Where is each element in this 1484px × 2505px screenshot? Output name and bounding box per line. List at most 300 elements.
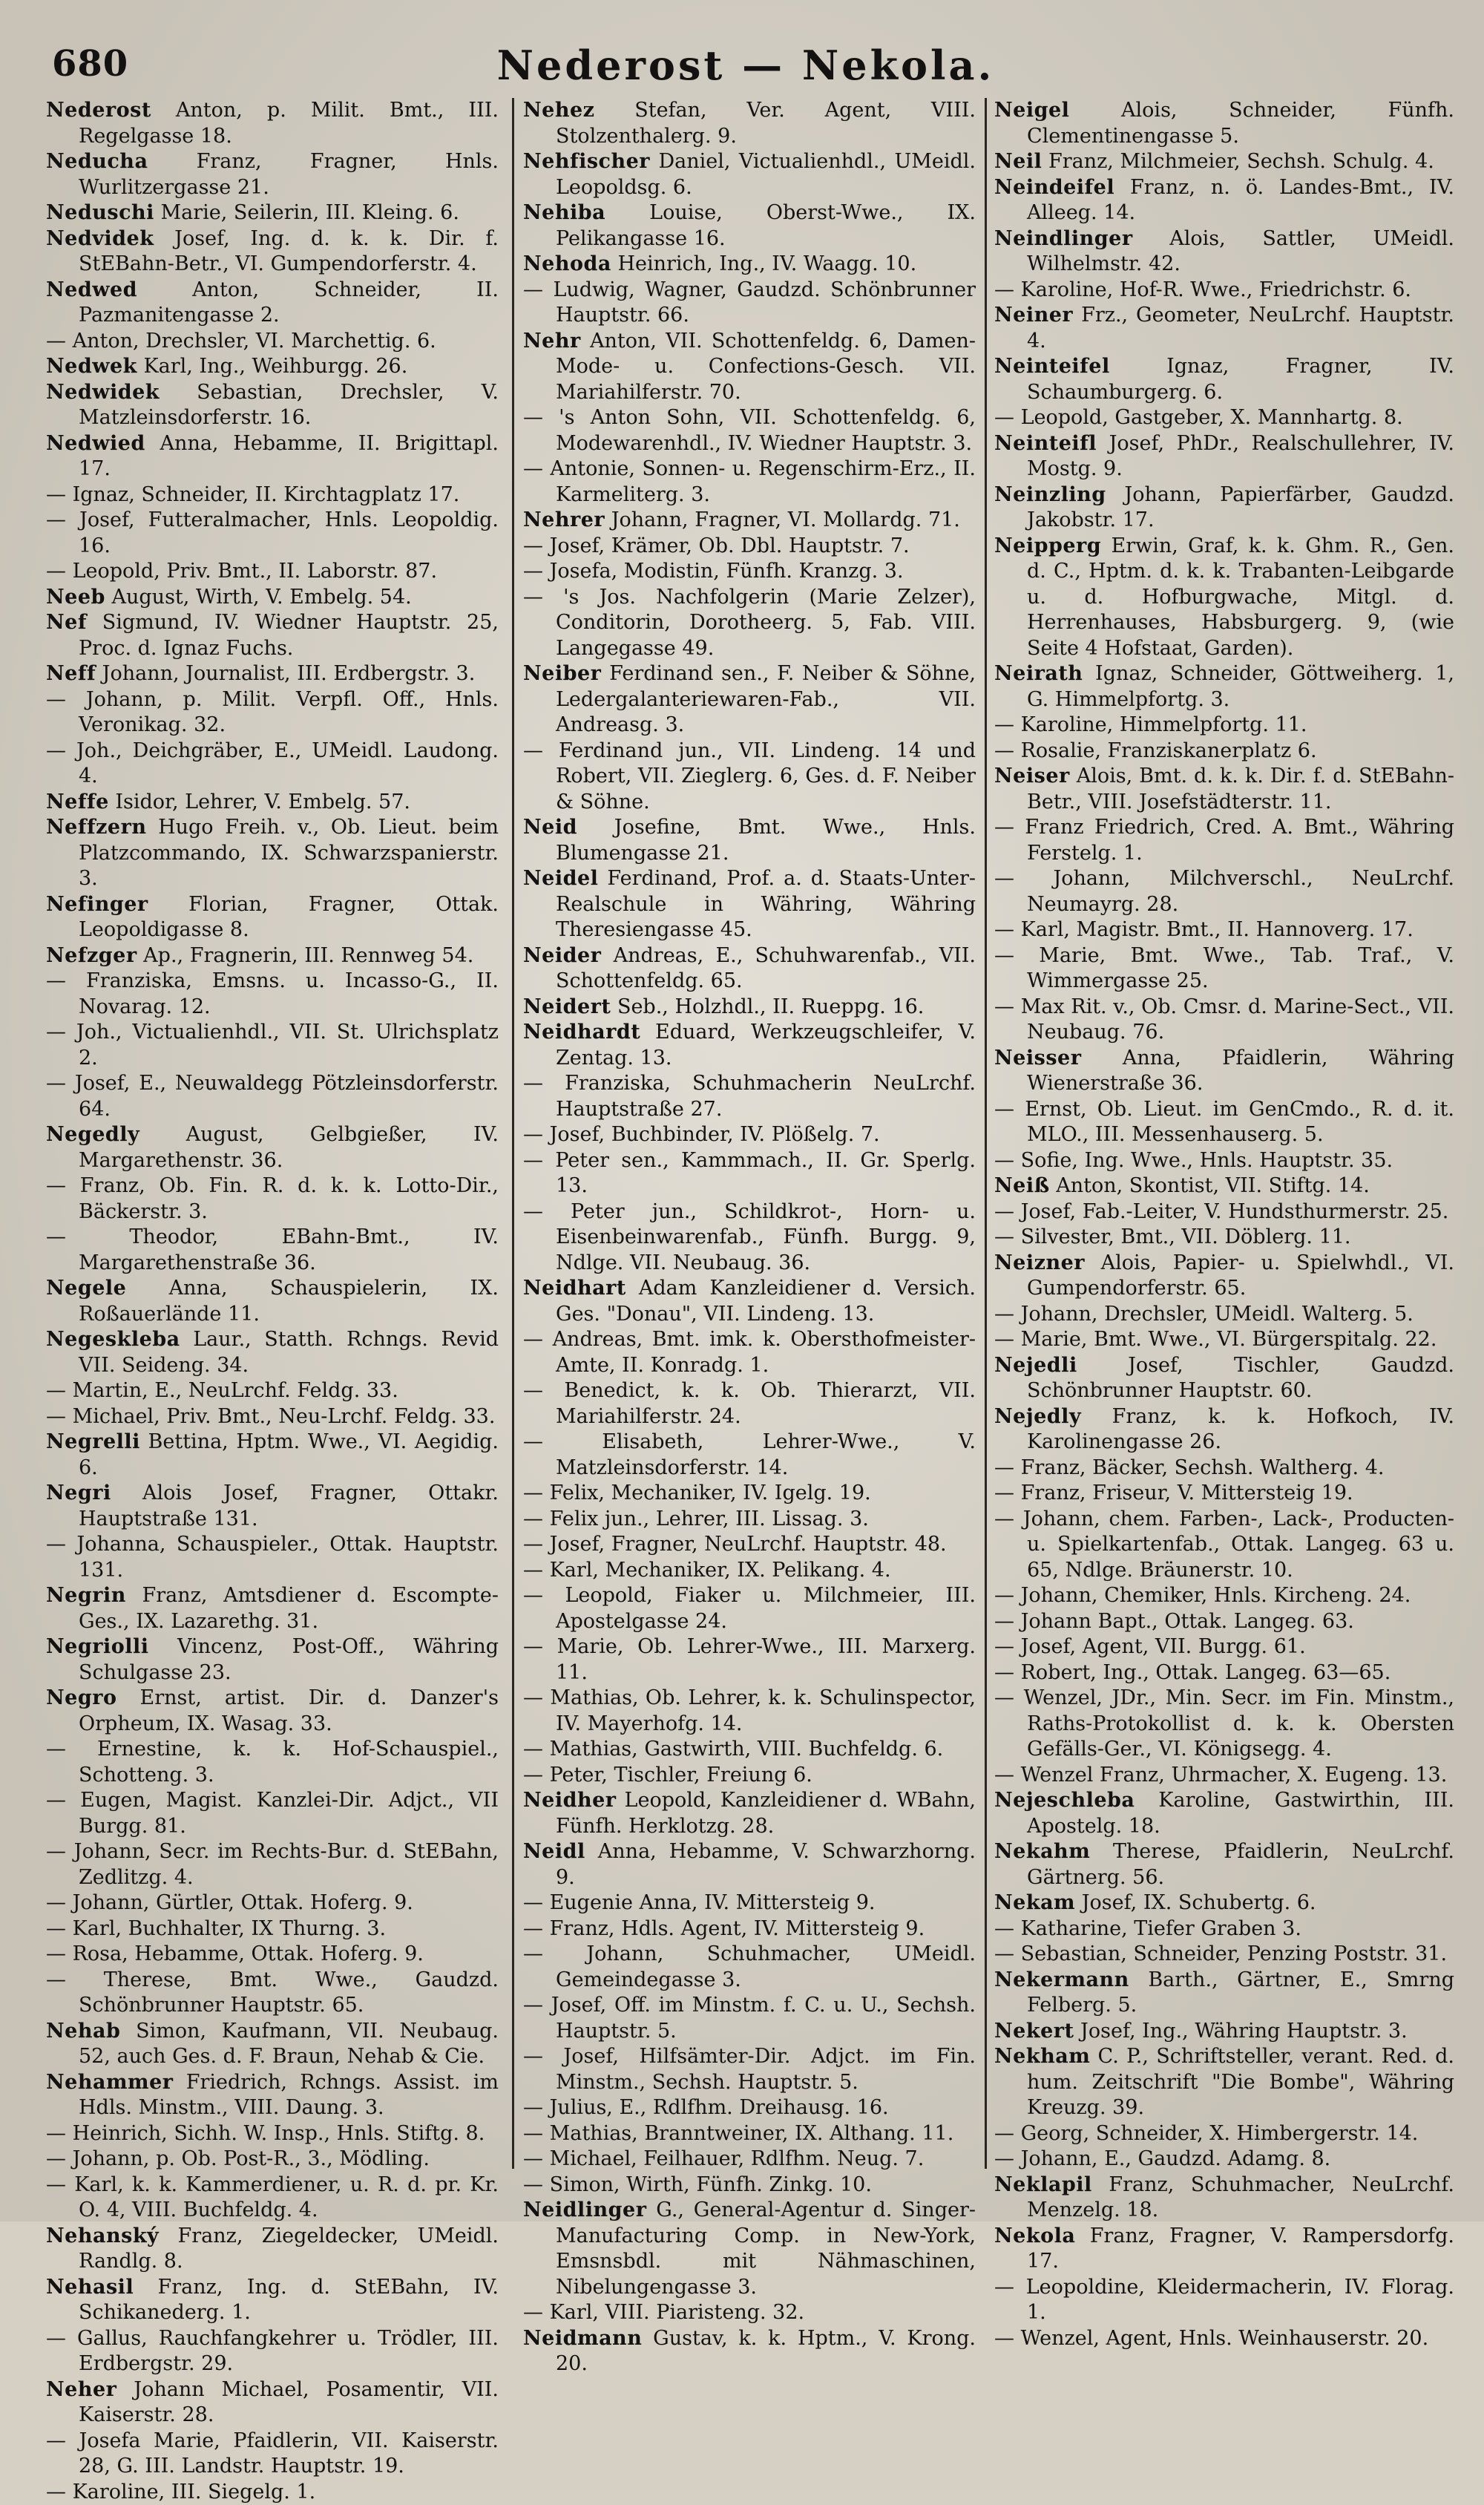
entry-surname: Nedwek [46,355,137,378]
directory-entry [523,252,976,278]
entry-details: Anna, Pfaidlerin, Währing Wienerstraße 36. [1027,1047,1454,1096]
entry-details: Marie, Seilerin, III. Kleing. 6. [154,201,459,224]
entry-surname: Neduschi [46,201,154,224]
entry-details: — Simon, Wirth, Fünfh. Zinkg. 10. [523,2173,872,2196]
entry-details: — Josef, Off. im Minstm. f. C. u. U., Sechsh. Hauptstr. 5. [523,1994,976,2043]
entry-details: Sigmund, IV. Wiedner Hauptstr. 25, Proc. d. Ignaz Fuchs. [79,611,499,660]
directory-entry [523,739,976,816]
entry-details: — Johann, Chemiker, Hnls. Kircheng. 24. [994,1584,1411,1607]
directory-entry [46,200,499,226]
entry-details: Ignaz, Schneider, Göttweiherg. 1, G. Himmelpfortg. 3. [1027,662,1454,711]
entry-details: Franz, Ing. d. StEBahn, IV. Schikanederg. 1. [79,2276,499,2325]
directory-entry [523,995,976,1021]
directory-entry [994,175,1454,226]
entry-surname: Nejedly [994,1405,1081,1428]
entry-surname: Neidl [523,1840,585,1863]
directory-entry [523,200,976,252]
entry-details: Daniel, Victualienhdl., UMeidl. Leopoldsg. 6. [556,150,976,199]
entry-details: — Johanna, Schauspieler., Ottak. Hauptstr. 131. [46,1533,499,1582]
directory-entry [46,1225,499,1276]
directory-entry [994,1686,1454,1763]
directory-entry [994,1660,1454,1686]
entry-details: — Julius, E., Rdlfhm. Dreihausg. 16. [523,2096,889,2119]
page-number: 680 [52,43,128,85]
entry-surname: Negele [46,1277,126,1300]
entry-surname: Neirath [994,662,1083,685]
column-left [46,98,499,2206]
entry-details: Florian, Fragner, Ottak. Leopoldigasse 8. [79,893,499,942]
entry-details: — Mathias, Branntweiner, IX. Althang. 11. [523,2122,953,2145]
entry-details: — Wenzel, JDr., Min. Secr. im Fin. Minstm., Raths-Protokollist d. k. k. Obersten Gefälls-Ger., VI. Königsegg. 4. [994,1686,1454,1761]
entry-details: Friedrich, Rchngs. Assist. im Hdls. Minstm., VIII. Daung. 3. [79,2071,499,2120]
entry-details: Alois, Sattler, UMeidl. Wilhelmstr. 42. [1027,227,1454,276]
entry-details: — Katharine, Tiefer Graben 3. [994,1917,1301,1940]
entry-surname: Neinteifl [994,432,1097,455]
entry-surname: Nederost [46,99,151,122]
directory-entry [523,2147,976,2172]
directory-entry [523,508,976,534]
directory-entry [523,2121,976,2147]
entry-details: — Andreas, Bmt. imk. k. Obersthofmeister-Amte, II. Konradg. 1. [523,1328,976,1377]
entry-details: Johann, Journalist, III. Erdbergstr. 3. [96,662,475,685]
entry-details: — Eugen, Magist. Kanzlei-Dir. Adjct., VII Burgg. 81. [46,1789,499,1838]
entry-details: — Karoline, Hof-R. Wwe., Friedrichstr. 6. [994,278,1411,301]
directory-entry [523,1020,976,1071]
entry-details: — Benedict, k. k. Ob. Thierarzt, VII. Mariahilferstr. 24. [523,1379,976,1428]
directory-entry [994,2224,1454,2275]
entry-details: — Josef, Buchbinder, IV. Plößelg. 7. [523,1123,880,1146]
entry-details: Ferdinand, Prof. a. d. Staats-Unter-Realschule in Währing, Währing Theresiengasse 45. [556,867,976,941]
directory-entry [523,1430,976,1481]
column-divider [512,98,514,2169]
directory-entry [994,1968,1454,2019]
entry-details: Heinrich, Ing., IV. Waagg. 10. [611,252,916,275]
entry-details: — Heinrich, Sichh. W. Insp., Hnls. Stiftg. 8. [46,2122,485,2145]
entry-details: — Karl, Magistr. Bmt., II. Hannoverg. 17. [994,918,1414,941]
directory-entry [523,98,976,149]
directory-entry [994,1481,1454,1507]
directory-entry [994,1148,1454,1174]
directory-entry [46,1916,499,1942]
directory-entry [994,1507,1454,1584]
directory-entry [994,534,1454,662]
entry-surname: Neider [523,944,601,967]
directory-entry [523,278,976,329]
entry-details: Josefine, Bmt. Wwe., Hnls. Blumengasse 21. [556,816,976,865]
column-middle [523,98,976,2206]
entry-surname: Neidher [523,1789,617,1812]
entry-surname: Nedwidek [46,381,160,404]
directory-entry [46,1020,499,1071]
entry-details: Adam Kanzleidiener d. Versich. Ges. "Donau", VII. Lindeng. 13. [556,1277,976,1326]
directory-entry [994,2121,1454,2147]
entry-surname: Neinteifel [994,355,1110,378]
directory-entry [46,892,499,943]
directory-entry [994,1916,1454,1942]
directory-entry [46,149,499,200]
entry-details: — Silvester, Bmt., VII. Döblerg. 11. [994,1225,1351,1248]
directory-entry [994,149,1454,175]
entry-details: — Franz, Ob. Fin. R. d. k. k. Lotto-Dir., Bäckerstr. 3. [46,1174,499,1223]
entry-surname: Neid [523,816,577,839]
entry-details: — Ernst, Ob. Lieut. im GenCmdo., R. d. it. MLO., III. Messenhauserg. 5. [994,1098,1454,1147]
directory-entry [994,1199,1454,1225]
running-head: Nederost — Nekola. [45,42,1447,89]
directory-entry [994,98,1454,149]
directory-entry [46,1686,499,1737]
entry-surname: Nefzger [46,944,137,967]
entry-details: — Wenzel Franz, Uhrmacher, X. Eugeng. 13. [994,1764,1447,1787]
entry-details: — Felix, Mechaniker, IV. Igelg. 19. [523,1481,871,1504]
entry-details: Ernst, artist. Dir. d. Danzer's Orpheum, IX. Wasag. 33. [79,1686,499,1735]
entry-details: — Marie, Ob. Lehrer-Wwe., III. Marxerg. 11. [523,1635,976,1684]
directory-entry [46,1890,499,1916]
directory-entry [994,482,1454,534]
entry-details: — Johann, chem. Farben-, Lack-, Producten- u. Spielkartenfab., Ottak. Langeg. 63 u. 65, Ndlge. Bräunerstr. 10. [994,1507,1454,1582]
directory-entry [46,1634,499,1686]
entry-details: Alois Josef, Fragner, Ottakr. Hauptstraße 131. [79,1481,499,1530]
directory-entry [46,1583,499,1634]
directory-entry [46,790,499,816]
directory-entry [523,1993,976,2044]
entry-details: Isidor, Lehrer, V. Embelg. 57. [109,790,410,813]
directory-entry [523,1122,976,1148]
entry-details: Eduard, Werkzeugschleifer, V. Zentag. 13. [556,1021,976,1070]
directory-entry [994,995,1454,1046]
entry-surname: Nehiba [523,201,605,224]
entry-details: — Johann, Drechsler, UMeidl. Walterg. 5. [994,1303,1414,1326]
entry-details: Franz, Schuhmacher, NeuLrchf. Menzelg. 18. [1027,2173,1454,2222]
entry-details: — Georg, Schneider, X. Himbergerstr. 14. [994,2122,1418,2145]
directory-entry [994,815,1454,866]
entry-surname: Neipperg [994,534,1101,557]
entry-details: — Karoline, III. Siegelg. 1. [46,2481,315,2504]
directory-entry [994,1455,1454,1481]
entry-details: — Therese, Bmt. Wwe., Gaudzd. Schönbrunner Hauptstr. 65. [46,1968,499,2017]
entry-details: Josef, Ing., Währing Hauptstr. 3. [1074,2020,1407,2043]
directory-entry [46,1378,499,1404]
entry-surname: Neiser [994,764,1070,787]
directory-entry [46,1071,499,1122]
directory-entry [523,1507,976,1533]
directory-entry [994,1404,1454,1455]
entry-details: — Josef, Fragner, NeuLrchf. Hauptstr. 48. [523,1533,947,1556]
directory-entry [523,2326,976,2377]
entry-details: Sebastian, Drechsler, V. Matzleinsdorferstr. 16. [79,381,499,430]
entry-details: — Leopold, Priv. Bmt., II. Laborstr. 87. [46,560,437,583]
entry-details: — Rosalie, Franziskanerplatz 6. [994,739,1317,762]
column-right [994,98,1454,2206]
directory-entry [994,2326,1454,2352]
entry-details: Franz, Fragner, V. Rampersdorfg. 17. [1027,2224,1454,2273]
entry-details: — Franz, Hdls. Agent, IV. Mittersteig 9. [523,1917,925,1940]
entry-details: — Theodor, EBahn-Bmt., IV. Margarethenstraße 36. [46,1225,499,1274]
directory-entry [994,866,1454,917]
directory-entry [523,1839,976,1890]
directory-entry [994,2019,1454,2045]
entry-details: Seb., Holzhdl., II. Rueppg. 16. [611,995,924,1018]
entry-surname: Neinzling [994,483,1106,506]
directory-entry [523,1327,976,1378]
entry-surname: Nedwed [46,278,137,301]
directory-entry [523,149,976,200]
directory-entry [46,1968,499,2019]
entry-details: — Johann, p. Milit. Verpfl. Off., Hnls. Veronikag. 32. [46,688,499,737]
entry-surname: Neil [994,150,1042,173]
entry-details: — Johann, E., Gaudzd. Adamg. 8. [994,2147,1330,2170]
entry-details: — 's Anton Sohn, VII. Schottenfeldg. 6, Modewarenhdl., IV. Wiedner Hauptstr. 3. [523,406,976,455]
entry-surname: Neidert [523,995,611,1018]
directory-entry [994,1788,1454,1839]
entry-details: — Joh., Victualienhdl., VII. St. Ulrichsplatz 2. [46,1021,499,1070]
directory-entry [46,278,499,329]
entry-surname: Nehab [46,2020,120,2043]
entry-details: Ap., Fragnerin, III. Rennweg 54. [137,944,474,967]
entry-details: — Karl, Mechaniker, IX. Pelikang. 4. [523,1559,891,1582]
entry-details: — Karl, Buchhalter, IX Thurng. 3. [46,1917,386,1940]
directory-entry [994,1225,1454,1251]
directory-entry [994,1353,1454,1404]
entry-details: Johann Michael, Posamentir, VII. Kaiserstr. 28. [79,2378,499,2427]
entry-details: — Sofie, Ing. Wwe., Hnls. Hauptstr. 35. [994,1149,1393,1172]
directory-entry [994,2044,1454,2121]
directory-entry [46,98,499,149]
directory-entry [46,380,499,431]
entry-details: Leopold, Kanzleidiener d. WBahn, Fünfh. Herklotzg. 28. [556,1789,976,1838]
entry-details: Anna, Hebamme, V. Schwarzhorng. 9. [556,1840,976,1889]
directory-entry [46,329,499,355]
directory-entry [46,2429,499,2480]
entry-details: — Gallus, Rauchfangkehrer u. Trödler, III. Erdbergstr. 29. [46,2327,499,2376]
entry-details: Barth., Gärtner, E., Smrng Felberg. 5. [1027,1968,1454,2017]
entry-details: Josef, Tischler, Gaudzd. Schönbrunner Hauptstr. 60. [1027,1354,1454,1403]
entry-surname: Neher [46,2378,116,2401]
entry-surname: Nehr [523,330,581,353]
entry-details: Anton, p. Milit. Bmt., III. Regelgasse 18. [79,99,499,148]
directory-entry [46,508,499,559]
directory-entry [523,1558,976,1584]
entry-details: — Leopold, Fiaker u. Milchmeier, III. Apostelgasse 24. [523,1584,976,1633]
directory-entry [994,354,1454,405]
entry-surname: Neindeifel [994,176,1114,199]
entry-details: — Sebastian, Schneider, Penzing Poststr. 31. [994,1942,1447,1965]
entry-details: — Franziska, Schuhmacherin NeuLrchf. Hauptstraße 27. [523,1072,976,1121]
directory-entry [46,482,499,508]
entry-surname: Nekermann [994,1968,1129,1991]
entry-details: Anton, VII. Schottenfeldg. 6, Damen-Mode- u. Confections-Gesch. VII. Mariahilferstr. 70. [556,330,976,404]
entry-details: — Rosa, Hebamme, Ottak. Hoferg. 9. [46,1942,424,1965]
entry-surname: Negro [46,1686,116,1709]
entry-details: G., General-Agentur d. Singer-Manufacturing Comp. in New-York, Emsnsbdl. mit Nähmaschinen, Nibelungengasse 3. [556,2198,976,2299]
entry-surname: Nekert [994,2020,1074,2043]
directory-entry [523,2300,976,2326]
entry-details: — Eugenie Anna, IV. Mittersteig 9. [523,1891,876,1914]
directory-entry [994,1890,1454,1916]
directory-entry [46,815,499,892]
directory-entry [46,2224,499,2275]
directory-entry [523,1583,976,1634]
entry-details: Karoline, Gastwirthin, III. Apostelg. 18. [1027,1789,1454,1838]
directory-entry [994,943,1454,995]
entry-details: — Karoline, Himmelpfortg. 11. [994,713,1307,736]
directory-entry [523,1916,976,1942]
directory-entry [523,329,976,406]
directory-entry [46,1122,499,1173]
directory-entry [46,559,499,585]
directory-entry [46,1173,499,1225]
entry-details: — Johann Bapt., Ottak. Langeg. 63. [994,1610,1354,1633]
directory-entry [523,866,976,943]
entry-surname: Negrin [46,1584,126,1607]
entry-details: — Ferdinand jun., VII. Lindeng. 14 und Robert, VII. Zieglerg. 6, Ges. d. F. Neiber & Söhne. [523,739,976,813]
directory-entry [523,2095,976,2121]
entry-surname: Nehfischer [523,150,650,173]
directory-entry [994,1173,1454,1199]
directory-entry [46,1839,499,1890]
directory-entry [46,1404,499,1430]
page-header [45,37,1447,96]
entry-surname: Nehrer [523,508,605,531]
entry-details: — Michael, Feilhauer, Rdlfhm. Neug. 7. [523,2147,924,2170]
entry-details: Franz, Amtsdiener d. Escompte-Ges., IX. Lazarethg. 31. [79,1584,499,1633]
directory-entry [523,1942,976,1993]
directory-entry [523,585,976,662]
directory-entry [523,1532,976,1558]
entry-details: Frz., Geometer, NeuLrchf. Hauptstr. 4. [1027,304,1454,353]
entry-details: — Peter sen., Kammmach., II. Gr. Sperlg. 13. [523,1149,976,1198]
entry-details: — Josefa, Modistin, Fünfh. Kranzg. 3. [523,560,904,583]
entry-surname: Negedly [46,1123,139,1146]
entry-surname: Nekola [994,2224,1075,2247]
directory-entry [523,1763,976,1789]
directory-entry [994,431,1454,482]
entry-details: — Martin, E., NeuLrchf. Feldg. 33. [46,1379,398,1402]
entry-surname: Nekham [994,2045,1090,2068]
entry-details: Johann, Fragner, VI. Mollardg. 71. [605,508,960,531]
directory-entry [46,739,499,790]
directory-entry [46,2326,499,2377]
directory-entry [46,2172,499,2224]
directory-entry [994,1583,1454,1609]
entry-surname: Nekam [994,1891,1075,1914]
entry-surname: Negeskleba [46,1328,180,1351]
directory-entry [46,943,499,969]
directory-entry [46,1737,499,1788]
directory-entry [523,1481,976,1507]
entry-details: Vincenz, Post-Off., Währing Schulgasse 23. [79,1635,499,1684]
directory-entry [523,1148,976,1199]
entry-details: — 's Jos. Nachfolgerin (Marie Zelzer), Conditorin, Dorotheerg. 5, Fab. VIII. Langegasse 49. [523,586,976,660]
entry-surname: Negri [46,1481,111,1504]
directory-entry [46,1327,499,1378]
entry-details: Bettina, Hptm. Wwe., VI. Aegidig. 6. [79,1430,499,1479]
entry-details: Alois, Schneider, Fünfh. Clementinengasse 5. [1027,99,1454,148]
directory-entry [523,1634,976,1686]
entry-surname: Neiß [994,1174,1050,1197]
directory-entry [994,1763,1454,1789]
directory-entry [523,534,976,560]
entry-details: Hugo Freih. v., Ob. Lieut. beim Platzcommando, IX. Schwarzspanierstr. 3. [79,816,499,890]
entry-details: — Peter jun., Schildkrot-, Horn- u. Eisenbeinwarenfab., Fünfh. Burgg. 9, Ndlge. VII. Neubaug. 36. [523,1200,976,1274]
directory-entry [994,1839,1454,1890]
directory-entry [46,1788,499,1839]
entry-details: Franz, Ziegeldecker, UMeidl. Randlg. 8. [79,2224,499,2273]
entry-details: Josef, PhDr., Realschullehrer, IV. Mostg. 9. [1027,432,1454,481]
directory-entry [46,2019,499,2070]
directory-entry [523,2044,976,2095]
entry-surname: Nehoda [523,252,611,275]
directory-entry [994,1327,1454,1353]
entry-surname: Nekahm [994,1840,1090,1863]
entry-details: Louise, Oberst-Wwe., IX. Pelikangasse 16. [556,201,976,250]
entry-details: — Franziska, Emsns. u. Incasso-G., II. Novarag. 12. [46,969,499,1018]
entry-details: — Mathias, Gastwirth, VIII. Buchfeldg. 6. [523,1738,943,1761]
entry-details: Karl, Ing., Weihburgg. 26. [137,355,407,378]
entry-details: — Johann, Milchverschl., NeuLrchf. Neumayrg. 28. [994,867,1454,916]
directory-entry [46,2275,499,2326]
entry-details: C. P., Schriftsteller, verant. Red. d. hum. Zeitschrift "Die Bombe", Währing Kreuzg. 39. [1027,2045,1454,2119]
directory-entry [523,661,976,739]
directory-entry [994,1609,1454,1635]
entry-details: Alois, Bmt. d. k. k. Dir. f. d. StEBahn-Betr., VIII. Josefstädterstr. 11. [1027,764,1454,813]
directory-entry [523,1737,976,1763]
entry-details: — Mathias, Ob. Lehrer, k. k. Schulinspector, IV. Mayerhofg. 14. [523,1686,976,1735]
entry-details: — Anton, Drechsler, VI. Marchettig. 6. [46,330,436,353]
directory-entry [994,1634,1454,1660]
directory-entry [46,431,499,482]
entry-details: Anna, Hebamme, II. Brigittapl. 17. [79,432,499,481]
directory-entry [994,739,1454,764]
entry-surname: Negriolli [46,1635,149,1658]
directory-entry [46,661,499,687]
entry-details: Alois, Papier- u. Spielwhdl., VI. Gumpendorferstr. 65. [1027,1251,1454,1300]
entry-details: — Leopoldine, Kleidermacherin, IV. Florag. 1. [994,2276,1454,2325]
directory-entry [46,969,499,1020]
entry-details: Josef, Ing. d. k. k. Dir. f. StEBahn-Betr., VI. Gumpendorferstr. 4. [79,227,499,276]
directory-entry [46,610,499,661]
entry-surname: Neffzern [46,816,146,839]
directory-entry [523,815,976,866]
directory-entry [46,2480,499,2505]
directory-entry [523,1788,976,1839]
entry-surname: Neindlinger [994,227,1133,250]
directory-entry [994,2275,1454,2326]
entry-details: — Ludwig, Wagner, Gaudzd. Schönbrunner Hauptstr. 66. [523,278,976,327]
entry-details: — Johann, Gürtler, Ottak. Hoferg. 9. [46,1891,413,1914]
entry-details: — Josef, Hilfsämter-Dir. Adjct. im Fin. Minstm., Sechsh. Hauptstr. 5. [523,2045,976,2094]
directory-entry [523,1071,976,1122]
entry-details: Gustav, k. k. Hptm., V. Krong. 20. [556,2327,976,2376]
entry-details: — Josef, Krämer, Ob. Dbl. Hauptstr. 7. [523,534,910,557]
entry-details: — Leopold, Gastgeber, X. Mannhartg. 8. [994,406,1403,429]
entry-details: Stefan, Ver. Agent, VIII. Stolzenthalerg. 9. [556,99,976,148]
entry-details: Franz, n. ö. Landes-Bmt., IV. Alleeg. 14. [1027,176,1454,225]
entry-surname: Neiber [523,662,601,685]
entry-details: — Ernestine, k. k. Hof-Schauspiel., Schotteng. 3. [46,1738,499,1787]
entry-details: Andreas, E., Schuhwarenfab., VII. Schottenfeldg. 65. [556,944,976,993]
entry-surname: Nef [46,611,87,634]
entry-details: Therese, Pfaidlerin, NeuLrchf. Gärtnerg. 56. [1027,1840,1454,1889]
entry-details: Erwin, Graf, k. k. Ghm. R., Gen. d. C., Hptm. d. k. k. Trabanten-Leibgarde u. d. Hofburgwache, Mitgl. d. Herrenhauses, Habsburgerg. 9, (wie Seite 4 Hofstaat, Garden). [1027,534,1454,660]
directory-entry [994,226,1454,278]
directory-entry [994,1097,1454,1148]
directory-entry [994,303,1454,354]
entry-details: Laur., Statth. Rchngs. Revid VII. Seideng. 34. [79,1328,499,1377]
directory-entry [46,1430,499,1481]
directory-entry [994,713,1454,739]
directory-entry [523,1890,976,1916]
entry-details: — Josef, Agent, VII. Burgg. 61. [994,1635,1306,1658]
